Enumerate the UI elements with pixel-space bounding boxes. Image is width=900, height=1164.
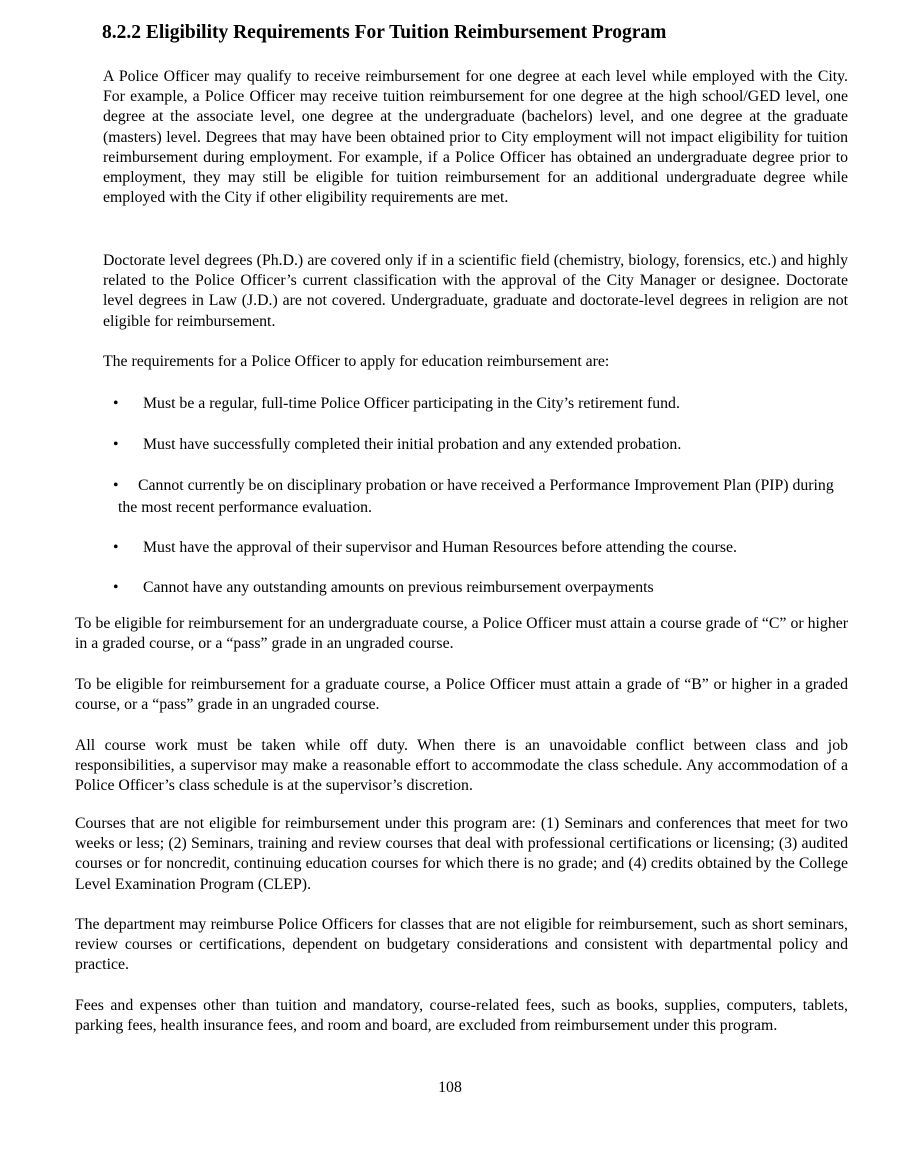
bullet-icon: • [113,395,119,412]
paragraph-off-duty: All course work must be taken while off duty. When there is an unavoidable conflict between class and job responsibilities, a supervisor may make a reasonable effort to accommodate the class schedule. Any accommodation of a Police Officer’s class schedule is at the supervisor’s discretion. [75,737,848,795]
list-item [103,475,848,519]
list-item-text: Must be a regular, full-time Police Officer participating in the City’s retirement fund. [143,395,680,412]
list-item [103,577,848,599]
bullet-icon: • [113,477,119,494]
paragraph-department-discretion: The department may reimburse Police Officers for classes that are not eligible for reimbursement, such as short seminars, review courses or certifications, dependent on budgetary considerations and consistent with departmental policy and practice. [75,916,848,974]
paragraph-requirements-intro: The requirements for a Police Officer to apply for education reimbursement are: [103,353,610,370]
paragraph-undergraduate-grade: To be eligible for reimbursement for an undergraduate course, a Police Officer must attain a course grade of “C” or higher in a graded course, or a “pass” grade in an ungraded course. [75,615,848,653]
list-item [103,434,848,456]
list-item [103,537,848,559]
list-item [103,393,848,415]
list-item-text: Cannot have any outstanding amounts on previous reimbursement overpayments [143,579,654,596]
page-number: 108 [438,1079,462,1096]
list-item-text: Must have successfully completed their initial probation and any extended probation. [143,436,682,453]
paragraph-doctorate-degrees: Doctorate level degrees (Ph.D.) are covered only if in a scientific field (chemistry, biology, forensics, etc.) and highly related to the Police Officer’s current classification with the approval of the City Manager or designee. Doctorate level degrees in Law (J.D.) are not covered. Undergraduate, graduate and doctorate-level degrees in religion are not eligible for reimbursement. [103,252,848,330]
requirements-list [103,393,848,599]
list-item-text: Must have the approval of their supervisor and Human Resources before attending the course. [143,539,737,556]
section-heading: 8.2.2 Eligibility Requirements For Tuition Reimbursement Program [102,22,667,43]
bullet-icon: • [113,579,119,596]
bullet-icon: • [113,436,119,453]
paragraph-graduate-grade: To be eligible for reimbursement for a graduate course, a Police Officer must attain a grade of “B” or higher in a graded course, or a “pass” grade in an ungraded course. [75,676,848,714]
paragraph-ineligible-courses: Courses that are not eligible for reimbursement under this program are: (1) Seminars and conferences that meet for two weeks or less; (2) Seminars, training and review courses that deal with professional certifications or licensing; (3) audited courses or for noncredit, continuing education courses for which there is no grade; and (4) credits obtained by the College Level Examination Program (CLEP). [75,815,848,893]
paragraph-excluded-fees: Fees and expenses other than tuition and mandatory, course-related fees, such as books, supplies, computers, tablets, parking fees, health insurance fees, and room and board, are excluded from reimbursement under this program. [75,997,848,1035]
bullet-icon: • [113,539,119,556]
list-item-text: Cannot currently be on disciplinary probation or have received a Performance Improvement Plan (PIP) during the most recent performance evaluation. [118,477,834,516]
paragraph-degree-levels: A Police Officer may qualify to receive reimbursement for one degree at each level while employed with the City. For example, a Police Officer may receive tuition reimbursement for one degree at the high school/GED level, one degree at the associate level, one degree at the undergraduate (bachelors) level, and one degree at the graduate (masters) level. Degrees that may have been obtained prior to City employment will not impact eligibility for tuition reimbursement during employment. For example, if a Police Officer has obtained an undergraduate degree prior to employment, they may still be eligible for tuition reimbursement for an additional undergraduate degree while employed with the City if other eligibility requirements are met. [103,68,848,207]
